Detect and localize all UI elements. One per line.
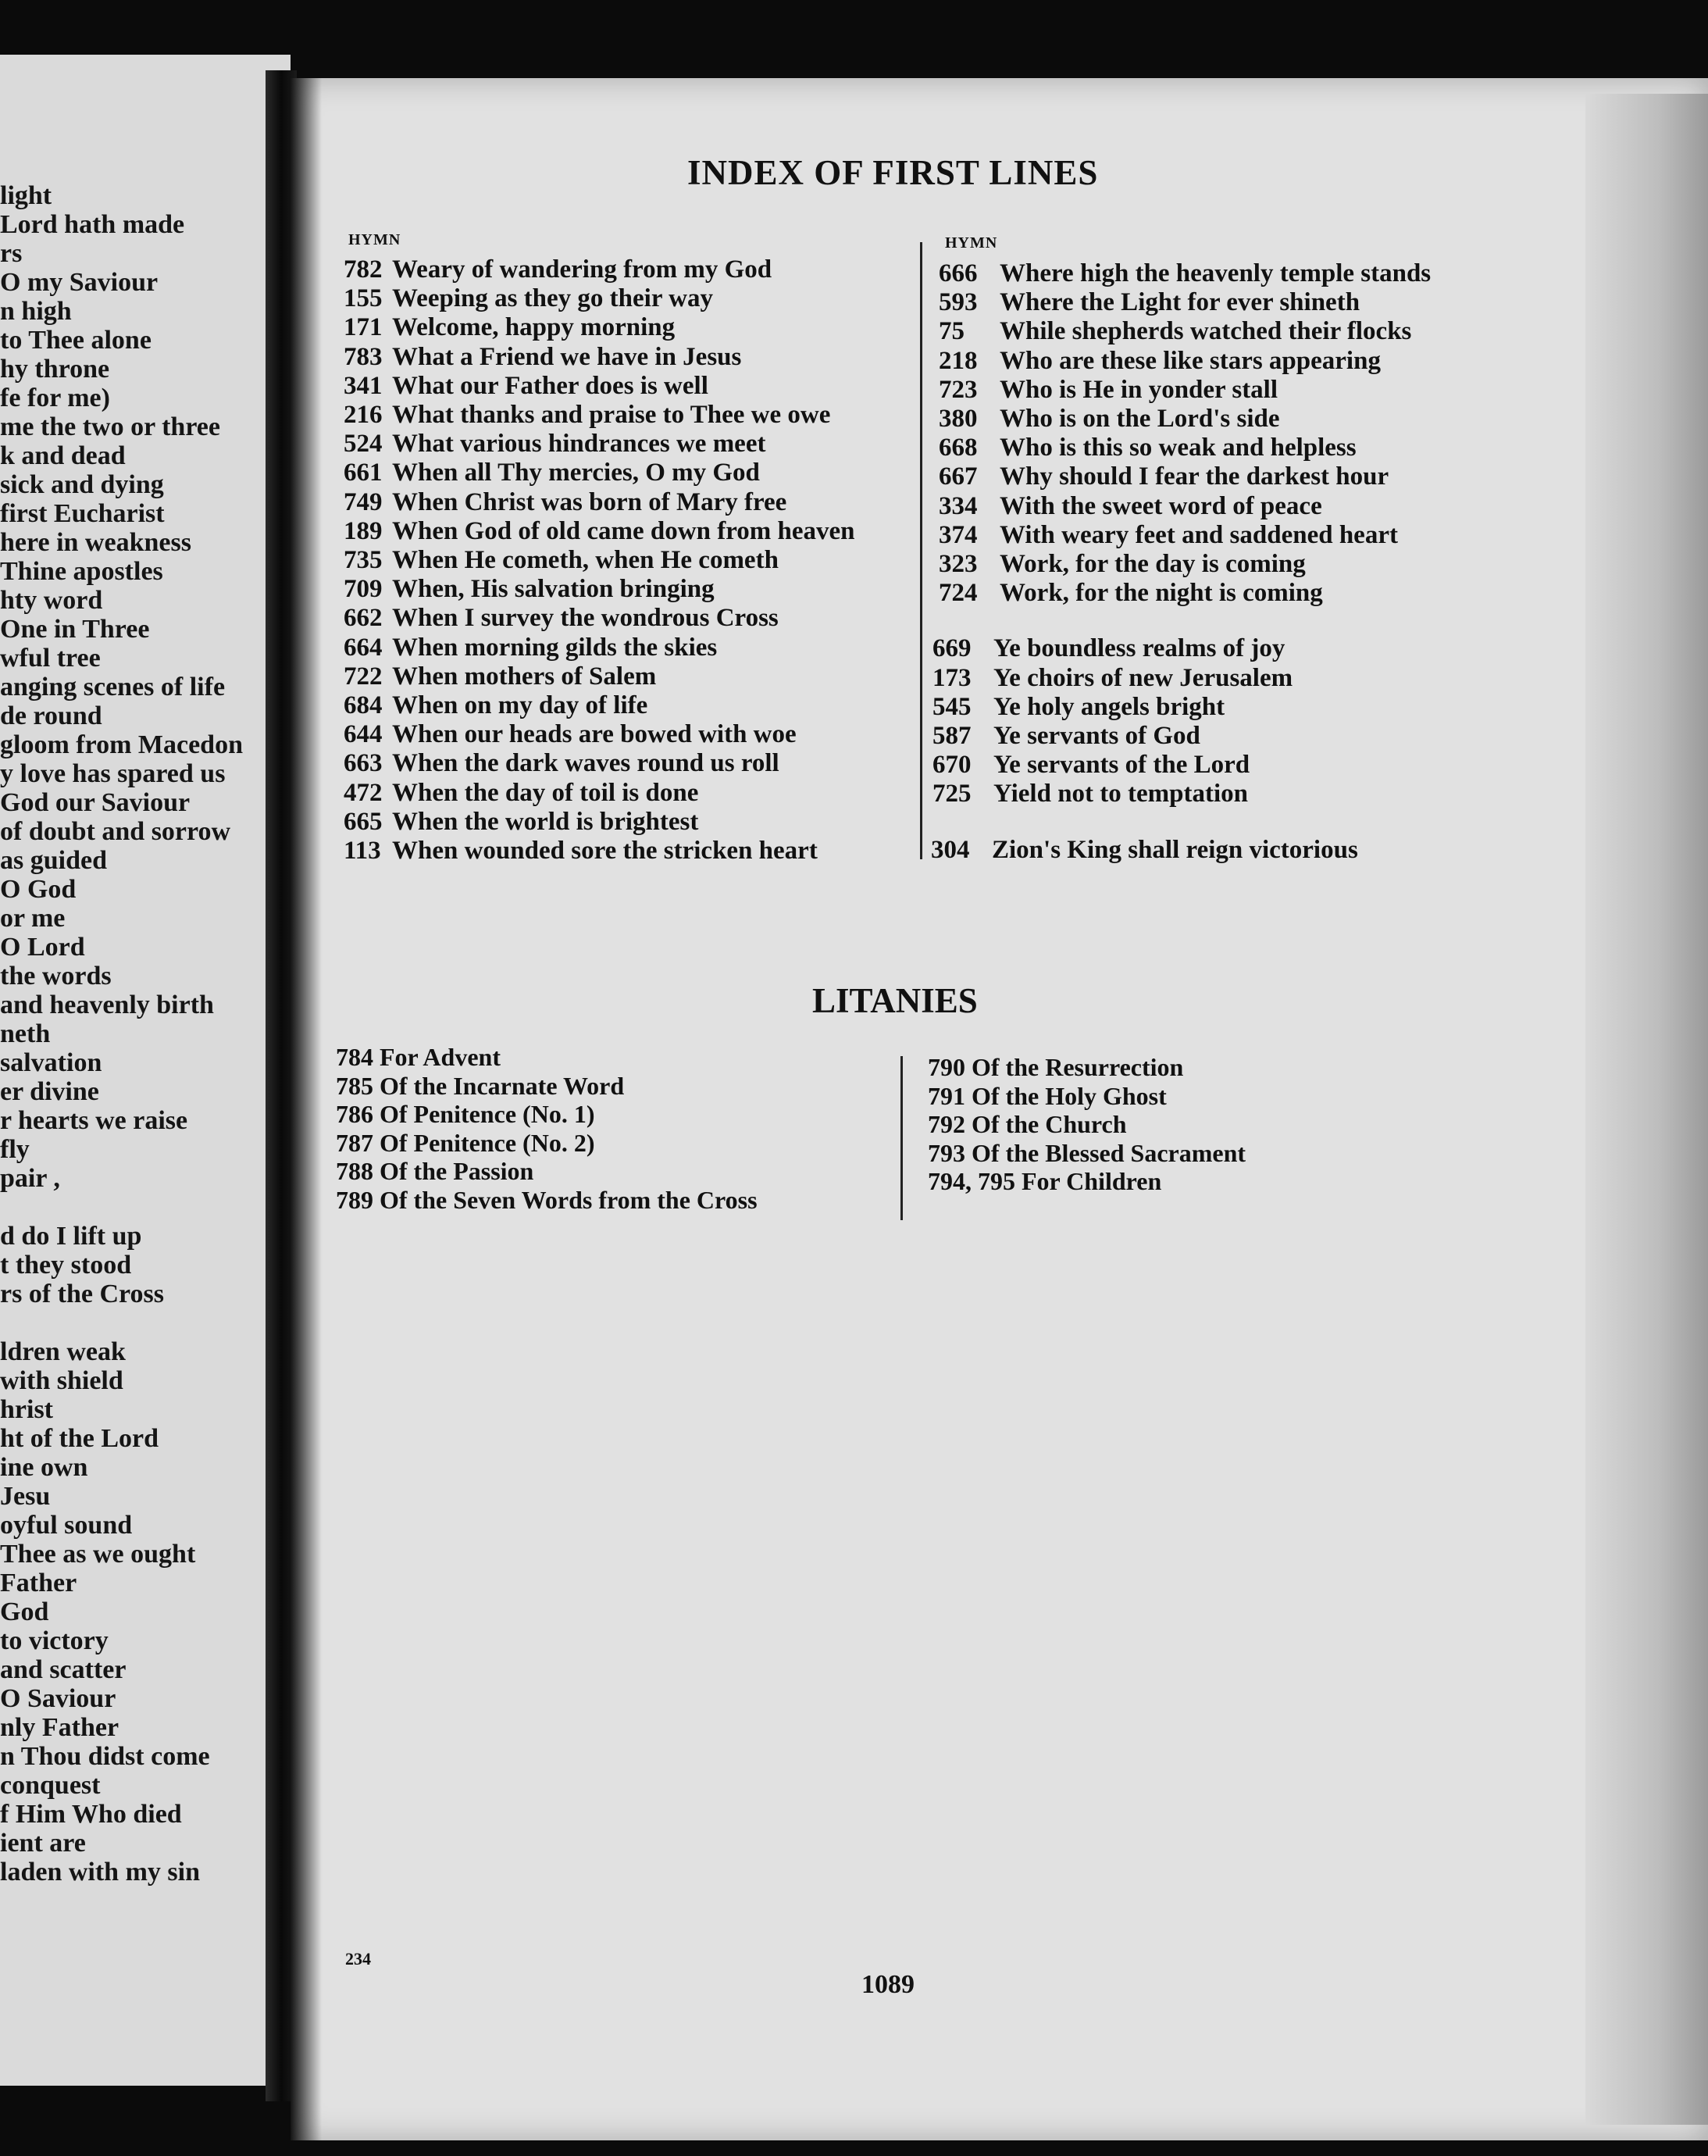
page-title: INDEX OF FIRST LINES <box>687 153 1099 192</box>
hymn-number: 593 <box>939 288 978 317</box>
hymn-number: 216 <box>344 401 383 429</box>
facing-page-line: Father <box>0 1569 77 1597</box>
index-entry <box>939 405 1280 433</box>
litany-text: For Advent <box>380 1043 501 1071</box>
first-line-text: When morning gilds the skies <box>392 633 718 662</box>
facing-page-line: d do I lift up <box>0 1222 142 1251</box>
index-entry <box>932 664 1293 692</box>
index-entry <box>939 288 1360 316</box>
facing-page-line: and heavenly birth <box>0 991 214 1019</box>
first-line-text: Work, for the night is coming <box>1000 579 1323 608</box>
facing-page-line: ient are <box>0 1829 86 1858</box>
first-line-text: When mothers of Salem <box>392 662 657 691</box>
index-entry <box>932 634 1285 662</box>
index-entry <box>344 517 855 545</box>
first-line-text: Who is on the Lord's side <box>1000 405 1280 433</box>
facing-page-line: me the two or three <box>0 412 220 441</box>
hymn-number: 667 <box>939 462 978 491</box>
first-line-text: Why should I fear the darkest hour <box>1000 462 1389 491</box>
facing-page-line: Thine apostles <box>0 557 163 586</box>
facing-page-line: neth <box>0 1019 51 1048</box>
first-line-text: Ye servants of God <box>993 722 1200 750</box>
litany-number: 786 <box>336 1100 380 1128</box>
facing-page-line: wful tree <box>0 644 101 673</box>
litanies-title: LITANIES <box>812 981 978 1020</box>
hymn-number: 663 <box>344 749 383 778</box>
facing-page-line: Jesu <box>0 1482 51 1511</box>
hymn-number: 587 <box>932 722 972 750</box>
first-line-text: Welcome, happy morning <box>392 313 676 342</box>
index-entry <box>939 347 1381 375</box>
index-entry <box>939 317 1411 345</box>
facing-page-line: n high <box>0 297 72 326</box>
index-entry <box>932 780 1248 808</box>
index-entry <box>939 521 1398 549</box>
facing-page-line: God <box>0 1597 49 1626</box>
index-entry <box>344 343 741 371</box>
litany-text: For Children <box>1022 1167 1162 1195</box>
first-line-text: When the dark waves round us roll <box>392 749 779 778</box>
facing-page-line: light <box>0 181 52 210</box>
facing-page-line: first Eucharist <box>0 499 165 528</box>
first-line-text: With the sweet word of peace <box>1000 491 1322 520</box>
litany-entry <box>336 1043 501 1071</box>
facing-page-line: ldren weak <box>0 1337 126 1366</box>
hymn-number: 155 <box>344 284 383 313</box>
facing-page-line: hy throne <box>0 355 110 384</box>
litany-entry <box>336 1072 624 1100</box>
litany-number: 789 <box>336 1185 380 1214</box>
first-line-text: What a Friend we have in Jesus <box>392 342 742 371</box>
litany-entry <box>928 1139 1246 1167</box>
facing-page-line: nly Father <box>0 1713 119 1742</box>
facing-page-line: conquest <box>0 1771 101 1800</box>
first-line-text: When all Thy mercies, O my God <box>392 459 760 487</box>
hymn-number: 684 <box>344 691 383 719</box>
index-entry <box>344 691 647 719</box>
index-entry <box>344 837 818 865</box>
hymn-number: 113 <box>344 837 381 865</box>
first-line-text: Weeping as they go their way <box>392 284 713 313</box>
facing-page-line: de round <box>0 701 102 730</box>
first-line-text: Ye choirs of new Jerusalem <box>993 663 1293 692</box>
index-entry <box>939 434 1357 462</box>
facing-page-line: Thee as we ought <box>0 1540 196 1569</box>
index-entry <box>344 720 797 748</box>
facing-page-line: f Him Who died <box>0 1800 182 1829</box>
index-entry <box>939 376 1278 404</box>
first-line-text: When our heads are bowed with woe <box>392 720 797 749</box>
hymn-number: 341 <box>344 371 383 400</box>
facing-page-line: of doubt and sorrow <box>0 817 231 846</box>
facing-page-line: laden with my sin <box>0 1858 200 1886</box>
index-entry <box>344 634 717 662</box>
hymn-number: 374 <box>939 520 978 549</box>
first-line-text: Where the Light for ever shineth <box>1000 288 1360 317</box>
litany-text: Of the Church <box>972 1110 1127 1138</box>
first-line-text: When Christ was born of Mary free <box>392 487 787 516</box>
facing-page-line: God our Saviour <box>0 788 191 817</box>
first-line-text: What various hindrances we meet <box>392 430 766 459</box>
index-entry <box>932 722 1200 750</box>
index-entry <box>344 430 765 458</box>
litany-entry <box>336 1186 758 1214</box>
litany-entry <box>336 1157 533 1185</box>
hymn-number: 173 <box>932 663 972 692</box>
facing-page-line: Lord hath made <box>0 210 185 239</box>
facing-page-line: to Thee alone <box>0 326 152 355</box>
hymn-number: 735 <box>344 546 383 574</box>
hymn-number: 709 <box>344 575 383 604</box>
index-entry <box>344 749 779 777</box>
first-line-text: When I survey the wondrous Cross <box>392 604 779 633</box>
page-edge <box>1585 94 1708 2125</box>
litany-number: 792 <box>928 1110 972 1138</box>
first-line-text: When He cometh, when He cometh <box>392 546 779 574</box>
litany-number: 784 <box>336 1043 380 1071</box>
litany-text: Of the Passion <box>380 1157 534 1185</box>
hymn-number: 323 <box>939 550 978 578</box>
hymn-number: 722 <box>344 662 383 691</box>
litany-entry <box>336 1129 594 1157</box>
index-entry <box>939 462 1389 491</box>
index-entry <box>344 488 786 516</box>
hymn-number: 644 <box>344 720 383 749</box>
facing-page-line: O God <box>0 875 77 904</box>
facing-page-line: hty word <box>0 586 103 615</box>
hymn-number: 75 <box>939 317 965 346</box>
litany-number: 790 <box>928 1053 972 1081</box>
litanies-divider <box>900 1056 903 1220</box>
page-number: 1089 <box>861 1970 915 1999</box>
hymn-number: 670 <box>932 751 972 780</box>
first-line-text: When the day of toil is done <box>392 778 699 807</box>
litany-text: Of Penitence (No. 1) <box>380 1100 595 1128</box>
hymn-number: 218 <box>939 346 978 375</box>
index-entry <box>939 579 1323 607</box>
index-entry <box>932 751 1250 779</box>
litany-entry <box>928 1167 1161 1195</box>
index-entry <box>939 492 1322 520</box>
index-entry <box>939 259 1431 287</box>
index-entry <box>344 662 656 691</box>
first-line-text: When the world is brightest <box>392 807 699 836</box>
facing-page-line: t they stood <box>0 1251 132 1280</box>
facing-page-line: anging scenes of life <box>0 673 226 701</box>
facing-page-line: rs of the Cross <box>0 1280 164 1308</box>
index-entry <box>344 575 715 603</box>
hymn-number: 524 <box>344 430 383 459</box>
index-entry <box>344 401 830 429</box>
first-line-text: When God of old came down from heaven <box>392 516 855 545</box>
litany-number: 785 <box>336 1071 380 1100</box>
facing-page-line: rs <box>0 239 23 268</box>
facing-page-line: sick and dying <box>0 470 164 499</box>
hymn-number: 380 <box>939 405 978 433</box>
index-entry <box>344 604 779 632</box>
facing-page-line: k and dead <box>0 441 126 470</box>
hymn-number: 669 <box>932 634 972 663</box>
facing-page-line: here in weakness <box>0 528 191 557</box>
left-page-number: 234 <box>345 1949 371 1969</box>
litany-number: 791 <box>928 1081 972 1110</box>
litany-text: Of the Resurrection <box>972 1053 1184 1081</box>
hymn-number: 724 <box>939 579 978 608</box>
facing-page <box>0 55 291 2086</box>
hymn-number: 782 <box>344 255 383 284</box>
facing-page-line: fly <box>0 1135 30 1164</box>
facing-page-line: pair , <box>0 1164 60 1193</box>
first-line-text: What thanks and praise to Thee we owe <box>392 401 831 429</box>
index-entry <box>344 313 675 341</box>
facing-page-line: O Saviour <box>0 1684 116 1713</box>
index-entry <box>931 836 1358 864</box>
column-divider <box>920 242 922 859</box>
litany-text: Of the Blessed Sacrament <box>972 1138 1246 1167</box>
litany-text: Of the Holy Ghost <box>972 1081 1167 1110</box>
litany-entry <box>928 1082 1167 1110</box>
facing-page-line: oyful sound <box>0 1511 133 1540</box>
index-entry <box>344 372 708 400</box>
facing-page-line: er divine <box>0 1077 99 1106</box>
litany-number: 794, 795 <box>928 1167 1022 1195</box>
index-entry <box>932 693 1225 721</box>
facing-page-line: to victory <box>0 1626 109 1655</box>
hymn-number: 661 <box>344 459 383 487</box>
facing-page-line: gloom from Macedon <box>0 730 243 759</box>
hymn-heading-left: HYMN <box>348 231 401 248</box>
hymn-number: 666 <box>939 259 978 287</box>
index-entry <box>344 779 698 807</box>
facing-page-line: O my Saviour <box>0 268 159 297</box>
litany-entry <box>928 1110 1127 1138</box>
hymn-number: 334 <box>939 491 978 520</box>
facing-page-line: the words <box>0 962 112 991</box>
index-entry <box>344 459 760 487</box>
first-line-text: Ye servants of the Lord <box>993 751 1250 780</box>
first-line-text: Work, for the day is coming <box>1000 550 1306 578</box>
facing-page-line: fe for me) <box>0 384 110 412</box>
index-entry <box>344 255 772 284</box>
litany-number: 793 <box>928 1138 972 1167</box>
first-line-text: Where high the heavenly temple stands <box>1000 259 1432 287</box>
facing-page-line: with shield <box>0 1366 123 1395</box>
litany-entry <box>928 1053 1183 1081</box>
facing-page-line: as guided <box>0 846 107 875</box>
facing-page-line: O Lord <box>0 933 85 962</box>
facing-page-line: r hearts we raise <box>0 1106 188 1135</box>
index-entry <box>344 284 713 312</box>
facing-page-line: hrist <box>0 1395 53 1424</box>
first-line-text: With weary feet and saddened heart <box>1000 520 1398 549</box>
litany-text: Of Penitence (No. 2) <box>380 1128 595 1157</box>
first-line-text: When, His salvation bringing <box>392 575 715 604</box>
first-line-text: Who is He in yonder stall <box>1000 375 1278 404</box>
hymn-number: 545 <box>932 692 972 721</box>
index-entry <box>344 546 779 574</box>
first-line-text: What our Father does is well <box>392 371 708 400</box>
first-line-text: Ye boundless realms of joy <box>993 634 1285 663</box>
facing-page-line: ht of the Lord <box>0 1424 159 1453</box>
hymn-number: 472 <box>344 778 383 807</box>
litany-entry <box>336 1100 594 1128</box>
first-line-text: Who are these like stars appearing <box>1000 346 1381 375</box>
first-line-text: When on my day of life <box>392 691 648 719</box>
facing-page-line: salvation <box>0 1048 102 1077</box>
facing-page-line: One in Three <box>0 615 150 644</box>
hymn-number: 171 <box>344 313 383 342</box>
facing-page-line: n Thou didst come <box>0 1742 210 1771</box>
hymn-number: 668 <box>939 434 978 462</box>
first-line-text: While shepherds watched their flocks <box>1000 317 1412 346</box>
hymn-number: 189 <box>344 516 383 545</box>
hymn-number: 723 <box>939 375 978 404</box>
first-line-text: Zion's King shall reign victorious <box>992 835 1358 864</box>
page-shadow <box>291 78 322 2140</box>
facing-page-line: ine own <box>0 1453 88 1482</box>
first-line-text: Who is this so weak and helpless <box>1000 434 1357 462</box>
litany-number: 788 <box>336 1157 380 1185</box>
litany-text: Of the Incarnate Word <box>380 1071 625 1100</box>
hymn-number: 304 <box>931 835 970 864</box>
first-line-text: Ye holy angels bright <box>993 692 1225 721</box>
litany-number: 787 <box>336 1128 380 1157</box>
first-line-text: Yield not to temptation <box>993 780 1249 808</box>
index-entry <box>939 550 1306 578</box>
hymn-number: 749 <box>344 487 383 516</box>
litany-text: Of the Seven Words from the Cross <box>380 1185 758 1214</box>
hymn-number: 665 <box>344 807 383 836</box>
hymn-number: 725 <box>932 780 972 808</box>
facing-page-line: y love has spared us <box>0 759 226 788</box>
hymn-heading-right: HYMN <box>945 234 998 252</box>
hymn-number: 662 <box>344 604 383 633</box>
first-line-text: When wounded sore the stricken heart <box>392 837 818 865</box>
hymn-number: 664 <box>344 633 383 662</box>
facing-page-line: or me <box>0 904 66 933</box>
facing-page-line: and scatter <box>0 1655 127 1684</box>
hymn-number: 783 <box>344 342 383 371</box>
first-line-text: Weary of wandering from my God <box>392 255 772 284</box>
index-entry <box>344 808 698 836</box>
